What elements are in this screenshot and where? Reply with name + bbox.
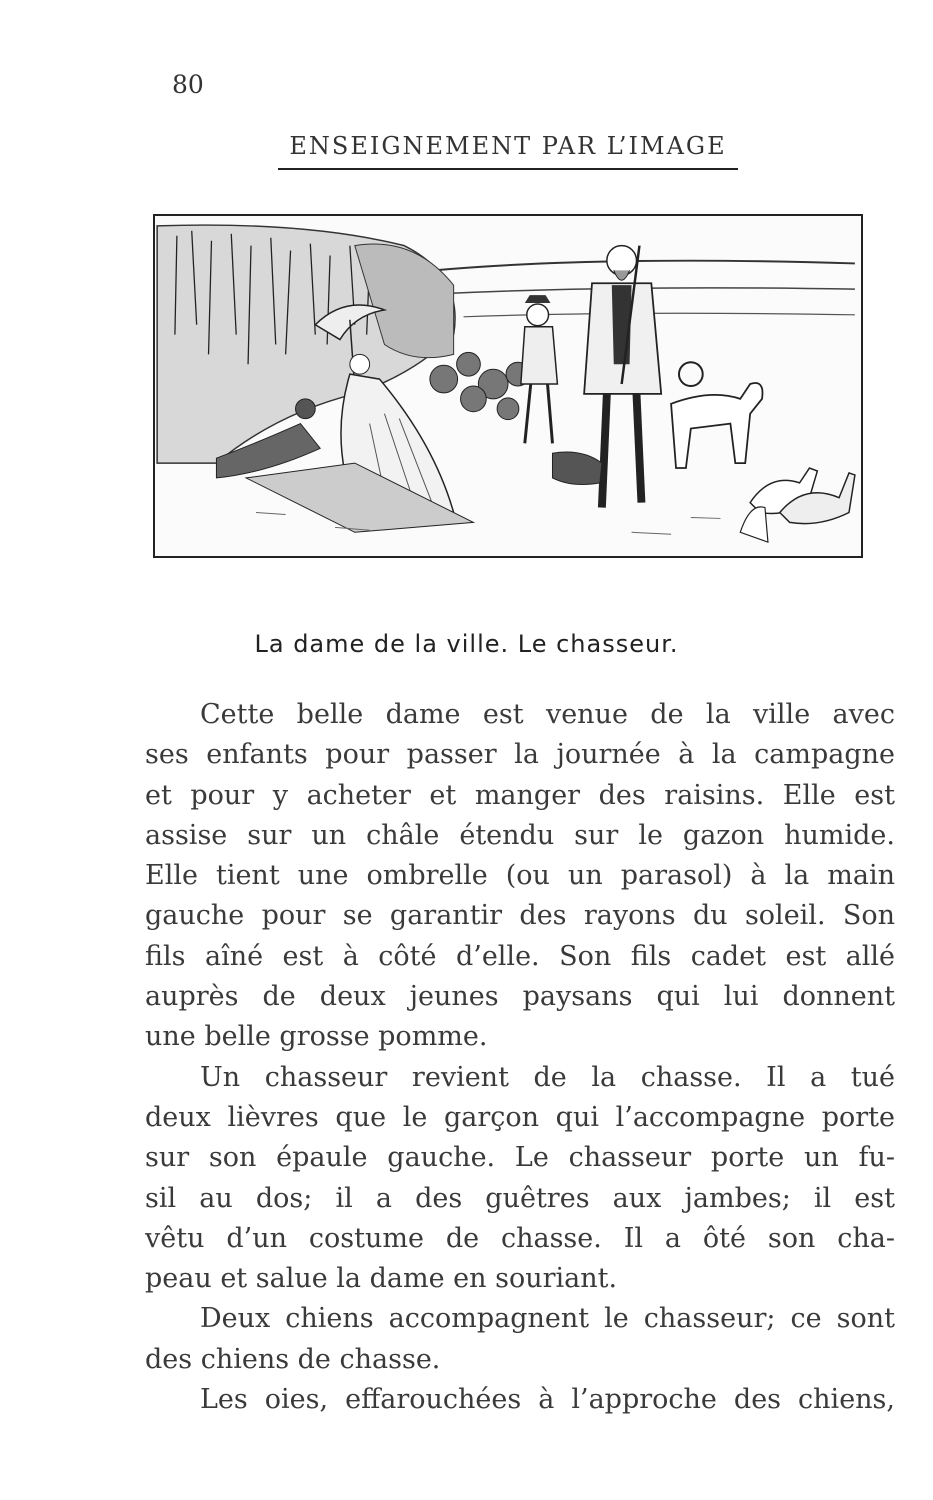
text-line: ses enfants pour passer la journée à la campagne (145, 739, 895, 771)
paragraph-4 (145, 1380, 895, 1420)
text-line: Deux chiens accompagnent le chasseur; ce sont (200, 1303, 895, 1335)
text-line: sur son épaule gauche. Le chasseur porte un fu- (145, 1142, 895, 1174)
engraving-drawing (155, 216, 861, 556)
body-text (145, 695, 895, 1420)
text-line: sil au dos; il a des guêtres aux jambes; il est (145, 1182, 895, 1214)
text-line: une belle grosse pomme. (145, 1021, 488, 1053)
text-line: auprès de deux jeunes paysans qui lui donnent (145, 981, 895, 1013)
paragraph-3 (145, 1299, 895, 1380)
text-line: peau et salue la dame en souriant. (145, 1263, 618, 1295)
text-line: Elle tient une ombrelle (ou un parasol) à la main (145, 860, 895, 892)
text-line: Un chasseur revient de la chasse. Il a tué (200, 1061, 895, 1093)
running-head: ENSEIGNEMENT PAR L’IMAGE (278, 132, 738, 170)
text-line: et pour y acheter et manger des raisins. Elle est (145, 779, 895, 811)
text-line: des chiens de chasse. (145, 1343, 441, 1375)
figure-caption: La dame de la ville. Le chasseur. (254, 630, 679, 658)
text-line: Cette belle dame est venue de la ville avec (200, 699, 895, 730)
text-line: Les oies, effarouchées à l’approche des chiens, (200, 1384, 895, 1416)
text-line: assise sur un châle étendu sur le gazon humide. (145, 819, 895, 851)
text-line: deux lièvres que le garçon qui l’accompagne porte (145, 1101, 895, 1133)
engraving-illustration (153, 214, 863, 558)
paragraph-1 (145, 695, 895, 1058)
text-line: fils aîné est à côté d’elle. Son fils cadet est allé (145, 940, 895, 972)
text-line: gauche pour se garantir des rayons du soleil. Son (145, 900, 895, 932)
text-line: vêtu d’un costume de chasse. Il a ôté son cha- (145, 1222, 895, 1254)
page-number: 80 (172, 70, 204, 99)
paragraph-2 (145, 1058, 895, 1300)
